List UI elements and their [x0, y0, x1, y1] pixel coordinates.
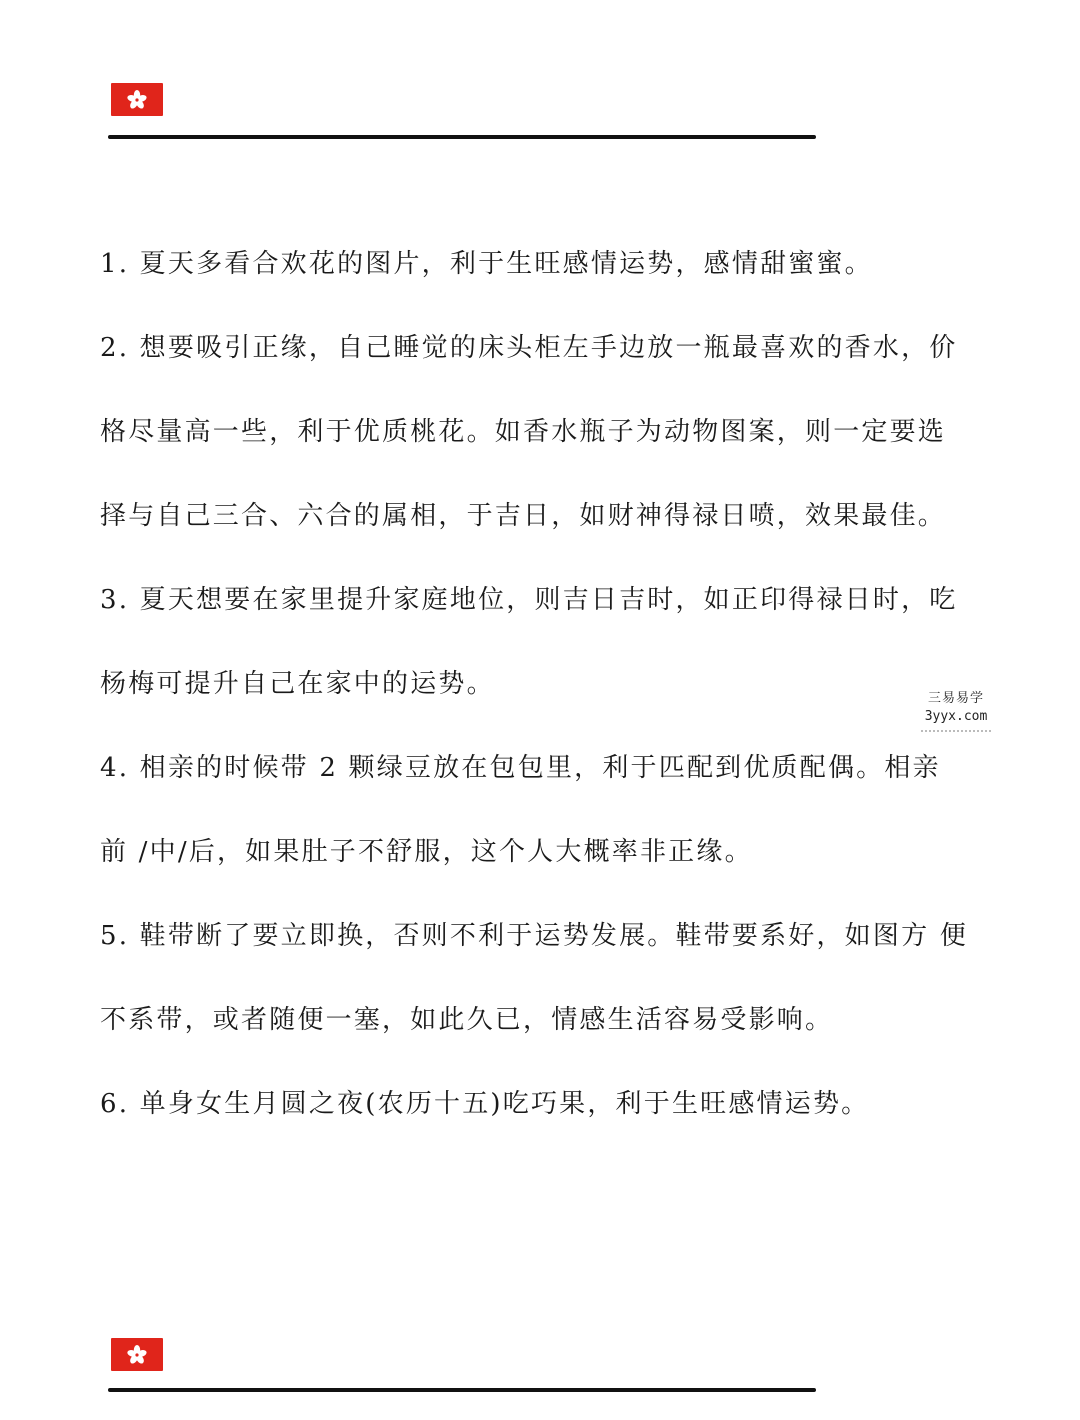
watermark	[918, 690, 994, 736]
text-line: 格尽量高一些，利于优质桃花。如香水瓶子为动物图案，则一定要选	[100, 417, 947, 447]
text-line: 择与自己三合、六合的属相，于吉日，如财神得禄日喷，效果最佳。	[100, 501, 947, 531]
watermark-divider	[921, 730, 991, 736]
header-divider	[108, 135, 816, 139]
hong-kong-flag-icon	[111, 1338, 163, 1371]
text-line: 3. 夏天想要在家里提升家庭地位，则吉日吉时，如正印得禄日时，吃	[100, 585, 958, 615]
watermark-url: 3yyx.com	[924, 709, 988, 724]
bauhinia-icon	[126, 89, 148, 111]
text-line: 1. 夏天多看合欢花的图片，利于生旺感情运势，感情甜蜜蜜。	[100, 249, 873, 279]
text-line: 不系带，或者随便一塞，如此久已，情感生活容易受影响。	[100, 1005, 834, 1035]
text-line: 4. 相亲的时候带 2 颗绿豆放在包包里，利于匹配到优质配偶。相亲	[100, 753, 941, 783]
text-line: 2. 想要吸引正缘，自己睡觉的床头柜左手边放一瓶最喜欢的香水，价	[100, 333, 958, 363]
footer-divider	[108, 1388, 816, 1392]
hong-kong-flag-icon	[111, 83, 163, 116]
text-line: 5. 鞋带断了要立即换，否则不利于运势发展。鞋带要系好，如图方 便	[100, 921, 968, 951]
bauhinia-icon	[126, 1344, 148, 1366]
watermark-name: 三易易学	[927, 691, 984, 706]
text-line: 6. 单身女生月圆之夜(农历十五)吃巧果，利于生旺感情运势。	[100, 1089, 870, 1119]
text-line: 前 /中/后，如果肚子不舒服，这个人大概率非正缘。	[100, 837, 753, 867]
text-line: 杨梅可提升自己在家中的运势。	[100, 669, 495, 699]
